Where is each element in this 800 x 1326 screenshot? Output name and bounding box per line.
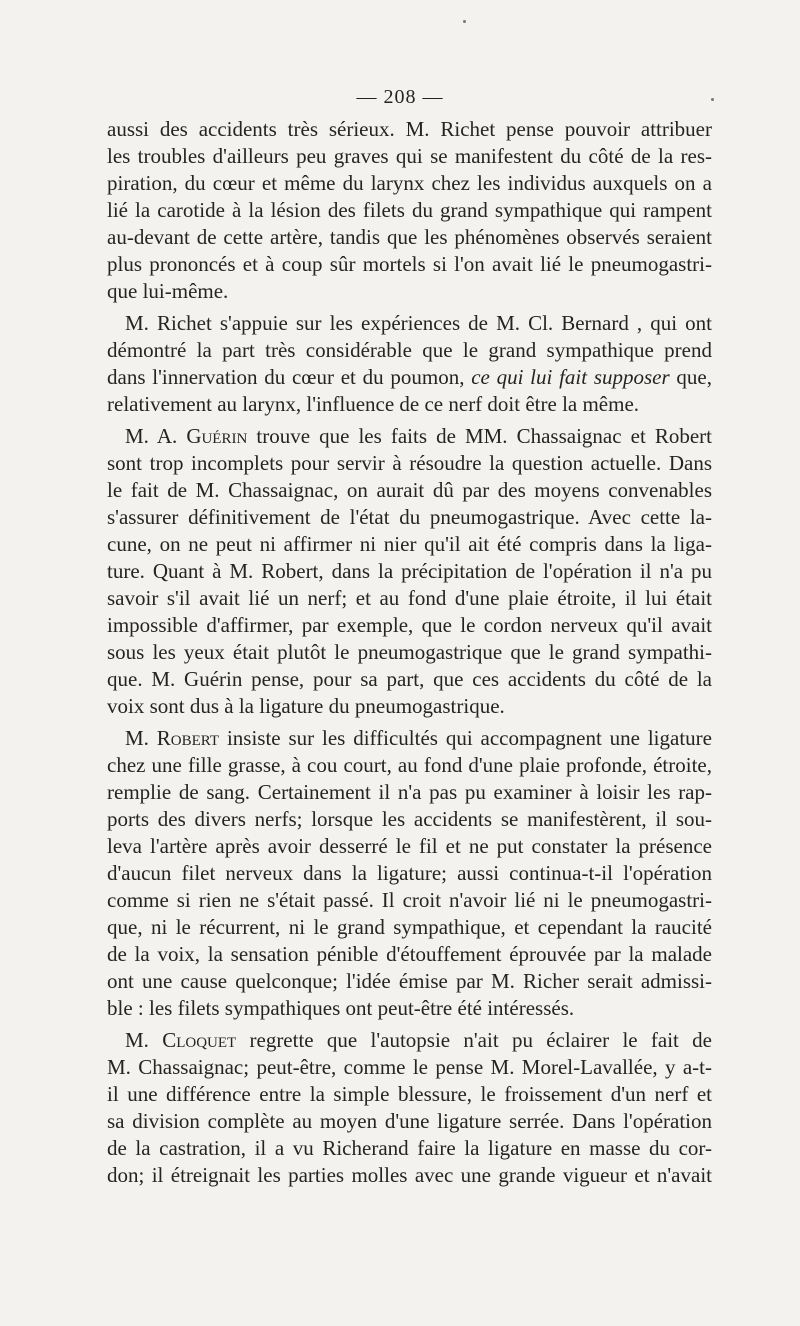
page-number: — 208 —	[356, 86, 444, 108]
speaker-name: Guérin	[186, 424, 248, 448]
text-line: aussi des accidents très sérieux. M. Richet pense pouvoir attribuer	[107, 117, 712, 141]
ink-speck	[463, 20, 466, 23]
text-line: sous les yeux était plutôt le pneumogastrique que le grand sympathi-	[107, 640, 712, 664]
text-line: voix sont dus à la ligature du pneumogastrique.	[107, 694, 505, 718]
text-line: M. Cloquet regrette que l'autopsie n'ait pu éclairer le fait de	[125, 1028, 712, 1052]
text-line: relativement au larynx, l'influence de ce nerf doit être la même.	[107, 392, 640, 416]
text-line: ture. Quant à M. Robert, dans la précipitation de l'opération il n'a pu	[107, 559, 712, 583]
text-line: de la castration, il a vu Richerand faire la ligature en masse du cor-	[107, 1136, 712, 1160]
text-line: impossible d'affirmer, par exemple, que le cordon nerveux qu'il avait	[107, 613, 712, 637]
text-line: sa division complète au moyen d'une ligature serrée. Dans l'opération	[107, 1109, 712, 1133]
text-line: s'assurer définitivement de l'état du pneumogastrique. Avec cette la-	[107, 505, 712, 529]
text-line: que, ni le récurrent, ni le grand sympathique, et cependant la raucité	[107, 915, 712, 939]
text-line: ont une cause quelconque; l'idée émise par M. Richer serait admissi-	[107, 969, 712, 993]
text-line: comme si rien ne s'était passé. Il croit n'avoir lié ni le pneumogastri-	[107, 888, 712, 912]
text-line: les troubles d'ailleurs peu graves qui se manifestent du côté de la res-	[107, 144, 712, 168]
speaker-name: Cloquet	[162, 1028, 237, 1052]
text-line: lié la carotide à la lésion des filets du grand sympathique qui rampent	[107, 198, 712, 222]
text-line: le fait de M. Chassaignac, on aurait dû par des moyens convenables	[107, 478, 712, 502]
text-line: d'aucun filet nerveux dans la ligature; aussi continua-t-il l'opération	[107, 861, 712, 885]
text-line: que. M. Guérin pense, pour sa part, que ces accidents du côté de la	[107, 667, 712, 691]
text-line: il une différence entre la simple blessure, le froissement d'un nerf et	[107, 1082, 712, 1106]
text-line: M. Robert insiste sur les difficultés qui accompagnent une ligature	[125, 726, 712, 750]
text-line: don; il étreignait les parties molles avec une grande vigueur et n'avait	[107, 1163, 712, 1187]
text-line: que lui-même.	[107, 279, 229, 303]
ink-speck	[711, 98, 714, 101]
text-line: cune, on ne peut ni affirmer ni nier qu'il ait été compris dans la liga-	[107, 532, 712, 556]
text-line: chez une fille grasse, à cou court, au fond d'une plaie profonde, étroite,	[107, 753, 712, 777]
text-line: démontré la part très considérable que le grand sympathique prend	[107, 338, 712, 362]
text-line: remplie de sang. Certainement il n'a pas pu examiner à loisir les rap-	[107, 780, 712, 804]
text-line: piration, du cœur et même du larynx chez les individus auxquels on a	[107, 171, 712, 195]
text-line: dans l'innervation du cœur et du poumon, ce qui lui fait supposer que,	[107, 365, 712, 389]
text-line: savoir s'il avait lié un nerf; et au fond d'une plaie étroite, il lui était	[107, 586, 712, 610]
text-line: ble : les filets sympathiques ont peut-être été intéressés.	[107, 996, 575, 1020]
text-line: au-devant de cette artère, tandis que les phénomènes observés seraient	[107, 225, 712, 249]
text-line: plus prononcés et à coup sûr mortels si l'on avait lié le pneumogastri-	[107, 252, 712, 276]
text-line: M. Chassaignac; peut-être, comme le pense M. Morel-Lavallée, y a-t-	[107, 1055, 712, 1079]
text-line: leva l'artère après avoir desserré le fil et ne put constater la présence	[107, 834, 712, 858]
text-line: sont trop incomplets pour servir à résoudre la question actuelle. Dans	[107, 451, 712, 475]
italic-phrase: ce qui lui fait supposer	[471, 365, 670, 389]
speaker-name: Robert	[156, 726, 220, 750]
text-line: M. Richet s'appuie sur les expériences de M. Cl. Bernard , qui ont	[125, 311, 712, 335]
text-line: de la voix, la sensation pénible d'étouffement éprouvée par la malade	[107, 942, 712, 966]
text-line: ports des divers nerfs; lorsque les accidents se manifestèrent, il sou-	[107, 807, 712, 831]
text-line: M. A. Guérin trouve que les faits de MM. Chassaignac et Robert	[125, 424, 712, 448]
